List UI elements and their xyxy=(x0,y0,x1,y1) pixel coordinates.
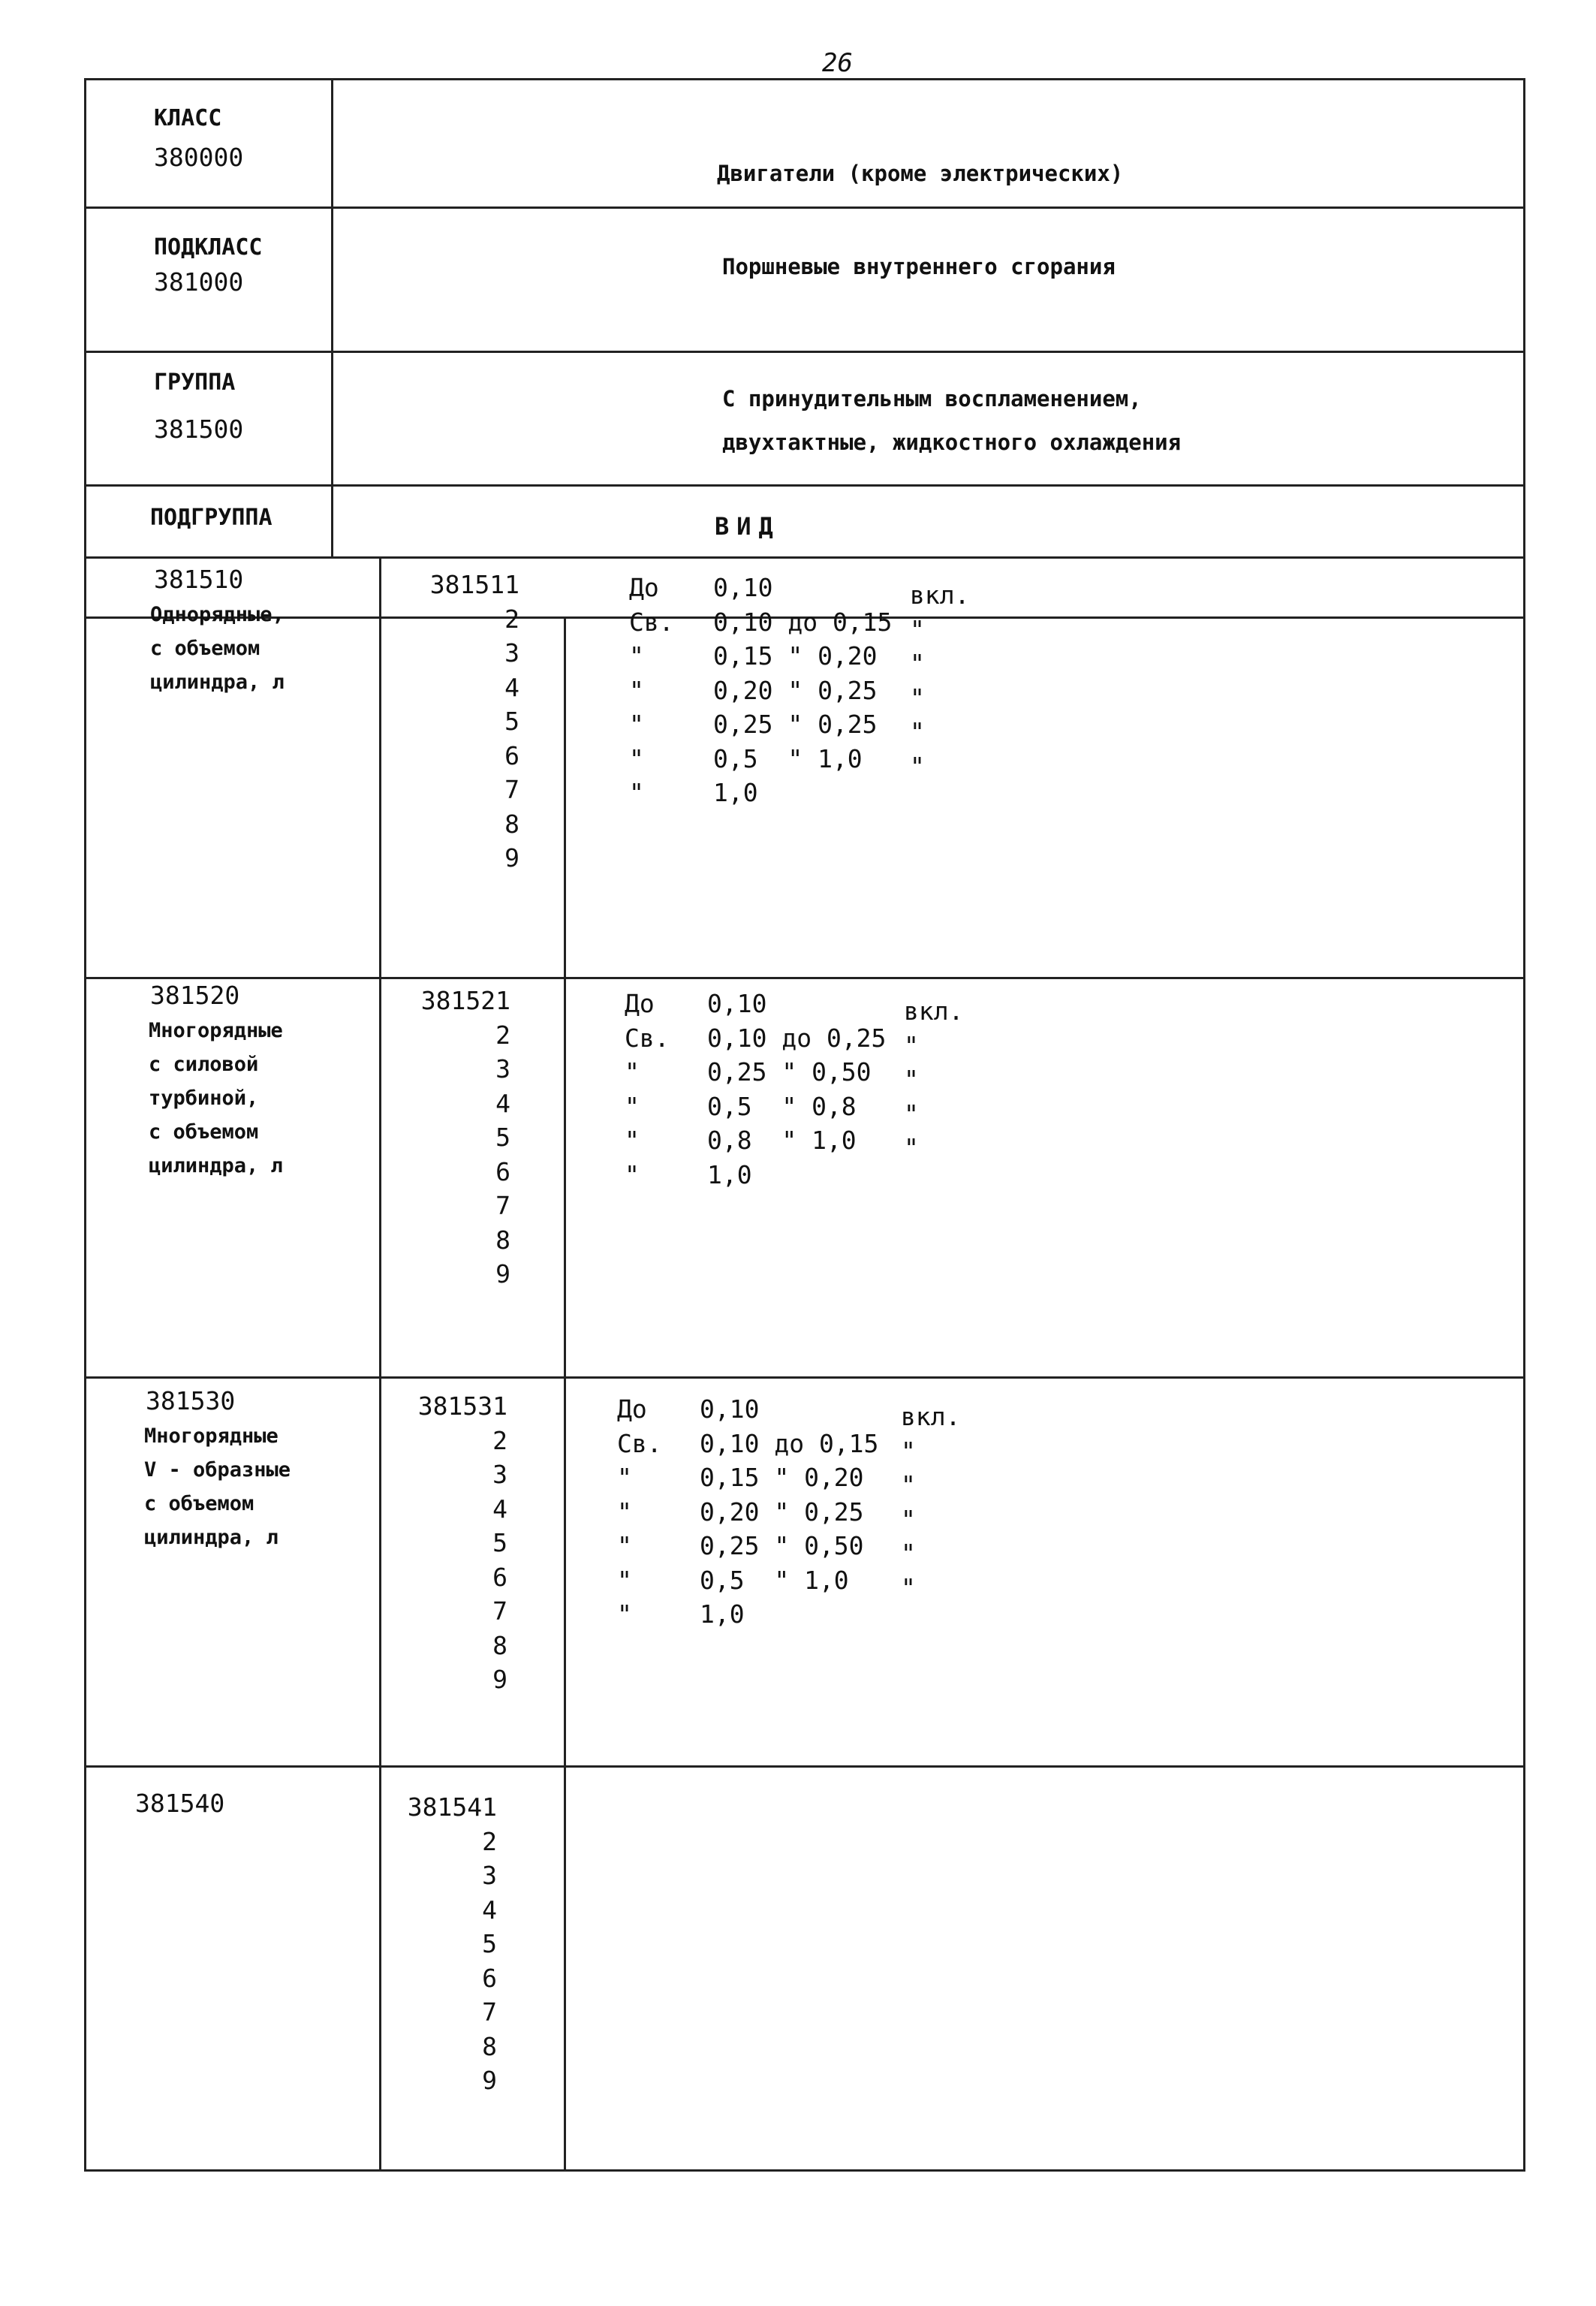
range-suffix: " xyxy=(904,1030,919,1060)
gruppa-title-line: С принудительным воспламенением, xyxy=(722,386,1142,411)
range-suffix: " xyxy=(904,1099,919,1129)
vid-code: 381541 xyxy=(407,1792,497,1822)
range-prefix: " xyxy=(617,1497,632,1527)
range-value: 1,0 xyxy=(713,778,758,807)
range-prefix: " xyxy=(617,1599,632,1629)
vid-code: 4 xyxy=(495,1088,510,1118)
vid-code-list xyxy=(405,984,510,1292)
range-value-list xyxy=(700,1392,878,1632)
range-value: 0,5 " 1,0 xyxy=(700,1565,849,1595)
range-suffix: " xyxy=(910,683,925,713)
klass-code: 380000 xyxy=(154,143,244,172)
range-value: 0,10 xyxy=(700,1394,760,1424)
range-value: 0,8 " 1,0 xyxy=(707,1126,857,1155)
subgroup-code: 381540 xyxy=(135,1789,225,1818)
range-value: 0,25 " 0,25 xyxy=(713,710,878,739)
range-value: 1,0 xyxy=(700,1599,745,1629)
range-value: 0,5 " 0,8 xyxy=(707,1091,857,1121)
description-line: с объемом xyxy=(150,637,260,660)
range-suffix xyxy=(904,1165,963,1200)
range-suffix: " xyxy=(901,1470,916,1500)
subgroup-description xyxy=(150,598,285,699)
range-prefix: " xyxy=(617,1531,632,1560)
range-prefix: " xyxy=(625,1159,640,1189)
vid-code: 8 xyxy=(504,809,519,839)
range-value: 0,15 " 0,20 xyxy=(713,641,878,671)
podklass-code: 381000 xyxy=(154,267,244,297)
range-value: 0,25 " 0,50 xyxy=(700,1531,864,1560)
description-line: цилиндра, л xyxy=(150,671,285,694)
vid-code: 4 xyxy=(482,1895,497,1925)
row-divider xyxy=(86,351,1523,353)
range-suffix xyxy=(901,1605,960,1639)
range-prefix: " xyxy=(629,675,644,705)
gruppa-title-line: двухтактные, жидкостного охлаждения xyxy=(722,430,1182,455)
description-line: цилиндра, л xyxy=(144,1526,279,1549)
range-value: 0,20 " 0,25 xyxy=(713,675,878,705)
row-divider xyxy=(86,206,1523,209)
vid-code: 8 xyxy=(495,1225,510,1255)
podgruppa-header: ПОДГРУППА xyxy=(150,505,273,531)
range-prefix: " xyxy=(617,1565,632,1595)
row-divider xyxy=(86,1765,1523,1768)
vid-code: 3 xyxy=(492,1460,507,1489)
range-value: 0,10 до 0,15 xyxy=(700,1428,879,1458)
klass-label: КЛАСС xyxy=(154,105,222,131)
vid-code: 2 xyxy=(492,1425,507,1455)
podklass-label: ПОДКЛАСС xyxy=(154,234,263,261)
vid-code: 5 xyxy=(482,1929,497,1958)
range-suffix: " xyxy=(901,1504,916,1534)
description-line: с силовой xyxy=(149,1053,259,1076)
page-number: 26 xyxy=(822,48,853,78)
subgroup-description xyxy=(144,1419,291,1554)
vid-code: 9 xyxy=(504,843,519,873)
description-line: V - образные xyxy=(144,1458,291,1482)
description-line: цилиндра, л xyxy=(149,1154,283,1177)
range-prefix: " xyxy=(629,743,644,773)
vid-code: 6 xyxy=(482,1963,497,1993)
vid-code: 9 xyxy=(495,1259,510,1289)
vid-code: 7 xyxy=(482,1997,497,2027)
range-suffix: " xyxy=(901,1539,916,1568)
range-value: 0,25 " 0,50 xyxy=(707,1057,872,1087)
range-suffix: вкл. xyxy=(910,580,970,610)
vid-code-list xyxy=(392,1790,497,2098)
podklass-title: Поршневые внутреннего сгорания xyxy=(722,254,1116,279)
column-divider xyxy=(379,556,381,2169)
vid-code-list xyxy=(414,568,519,876)
description-line: Многорядные xyxy=(144,1424,279,1448)
description-line: турбиной, xyxy=(149,1087,259,1110)
vid-code: 7 xyxy=(495,1191,510,1220)
range-value: 1,0 xyxy=(707,1159,752,1189)
row-divider xyxy=(86,1376,1523,1379)
range-prefix: До xyxy=(625,989,655,1018)
vid-code: 8 xyxy=(492,1630,507,1660)
range-value: 0,10 до 0,25 xyxy=(707,1023,887,1053)
subgroup-code: 381530 xyxy=(146,1386,236,1415)
vid-code: 6 xyxy=(504,740,519,770)
range-value: 0,20 " 0,25 xyxy=(700,1497,864,1527)
range-suffix: " xyxy=(910,717,925,746)
range-prefix: " xyxy=(629,710,644,739)
subgroup-code: 381520 xyxy=(150,981,240,1010)
gruppa-title xyxy=(722,377,1181,464)
vid-code: 5 xyxy=(492,1528,507,1557)
range-prefix: Св. xyxy=(625,1023,670,1053)
subgroup-description xyxy=(149,1014,283,1183)
vid-code: 2 xyxy=(482,1826,497,1856)
range-suffix: " xyxy=(904,1065,919,1094)
range-prefix: Св. xyxy=(617,1428,662,1458)
range-value: 0,15 " 0,20 xyxy=(700,1463,864,1492)
range-suffix: " xyxy=(910,751,925,781)
vid-code: 2 xyxy=(504,604,519,634)
column-divider xyxy=(331,80,333,556)
vid-code: 7 xyxy=(504,775,519,804)
range-prefix-list xyxy=(629,571,674,810)
description-line: Многорядные xyxy=(149,1019,283,1042)
vid-code: 7 xyxy=(492,1596,507,1626)
row-divider xyxy=(86,977,1523,979)
range-prefix: " xyxy=(629,641,644,671)
range-prefix: " xyxy=(625,1091,640,1121)
vid-code: 3 xyxy=(482,1861,497,1890)
range-suffix: " xyxy=(910,614,925,644)
range-prefix: " xyxy=(617,1463,632,1492)
range-suffix: " xyxy=(901,1436,916,1466)
range-value: 0,10 до 0,15 xyxy=(713,607,893,637)
vid-code: 3 xyxy=(495,1054,510,1084)
vid-code: 6 xyxy=(492,1562,507,1592)
range-suffix-list xyxy=(910,578,969,818)
vid-code: 9 xyxy=(492,1665,507,1694)
vid-code-list xyxy=(402,1389,507,1697)
description-line: с объемом xyxy=(149,1120,259,1144)
range-prefix: До xyxy=(617,1394,647,1424)
vid-code: 2 xyxy=(495,1020,510,1050)
klass-title: Двигатели (кроме электрических) xyxy=(717,161,1124,186)
vid-code: 5 xyxy=(495,1123,510,1152)
vid-code: 6 xyxy=(495,1156,510,1186)
range-prefix: " xyxy=(629,778,644,807)
description-line: Однорядные, xyxy=(150,603,285,626)
gruppa-label: ГРУППА xyxy=(154,369,236,396)
vid-code: 4 xyxy=(504,672,519,702)
vid-code: 381521 xyxy=(420,986,510,1015)
range-prefix: " xyxy=(625,1126,640,1155)
range-suffix: " xyxy=(904,1133,919,1162)
range-prefix: До xyxy=(629,573,659,602)
vid-code: 381531 xyxy=(417,1391,507,1421)
description-line: с объемом xyxy=(144,1492,254,1515)
vid-code: 8 xyxy=(482,2031,497,2061)
vid-code: 9 xyxy=(482,2066,497,2095)
range-prefix-list xyxy=(625,987,670,1192)
vid-code: 4 xyxy=(492,1494,507,1524)
range-suffix xyxy=(910,783,969,818)
row-divider xyxy=(86,484,1523,487)
range-value-list xyxy=(707,987,886,1192)
row-divider xyxy=(86,556,1523,559)
range-suffix: " xyxy=(901,1572,916,1602)
vid-header: ВИД xyxy=(715,512,781,541)
range-value: 0,10 xyxy=(707,989,767,1018)
vid-code: 3 xyxy=(504,638,519,668)
column-divider xyxy=(564,616,566,2169)
range-suffix-list xyxy=(901,1400,960,1639)
range-suffix: вкл. xyxy=(901,1402,961,1431)
gruppa-code: 381500 xyxy=(154,414,244,444)
range-value-list xyxy=(713,571,892,810)
range-prefix: Св. xyxy=(629,607,674,637)
range-suffix: вкл. xyxy=(904,996,964,1026)
range-value: 0,5 " 1,0 xyxy=(713,743,863,773)
vid-code: 381511 xyxy=(429,570,519,599)
range-prefix: " xyxy=(625,1057,640,1087)
range-prefix-list xyxy=(617,1392,662,1632)
vid-code: 5 xyxy=(504,707,519,736)
range-suffix: " xyxy=(910,649,925,678)
range-value: 0,10 xyxy=(713,573,773,602)
subgroup-code: 381510 xyxy=(154,565,244,594)
range-suffix-list xyxy=(904,994,963,1199)
